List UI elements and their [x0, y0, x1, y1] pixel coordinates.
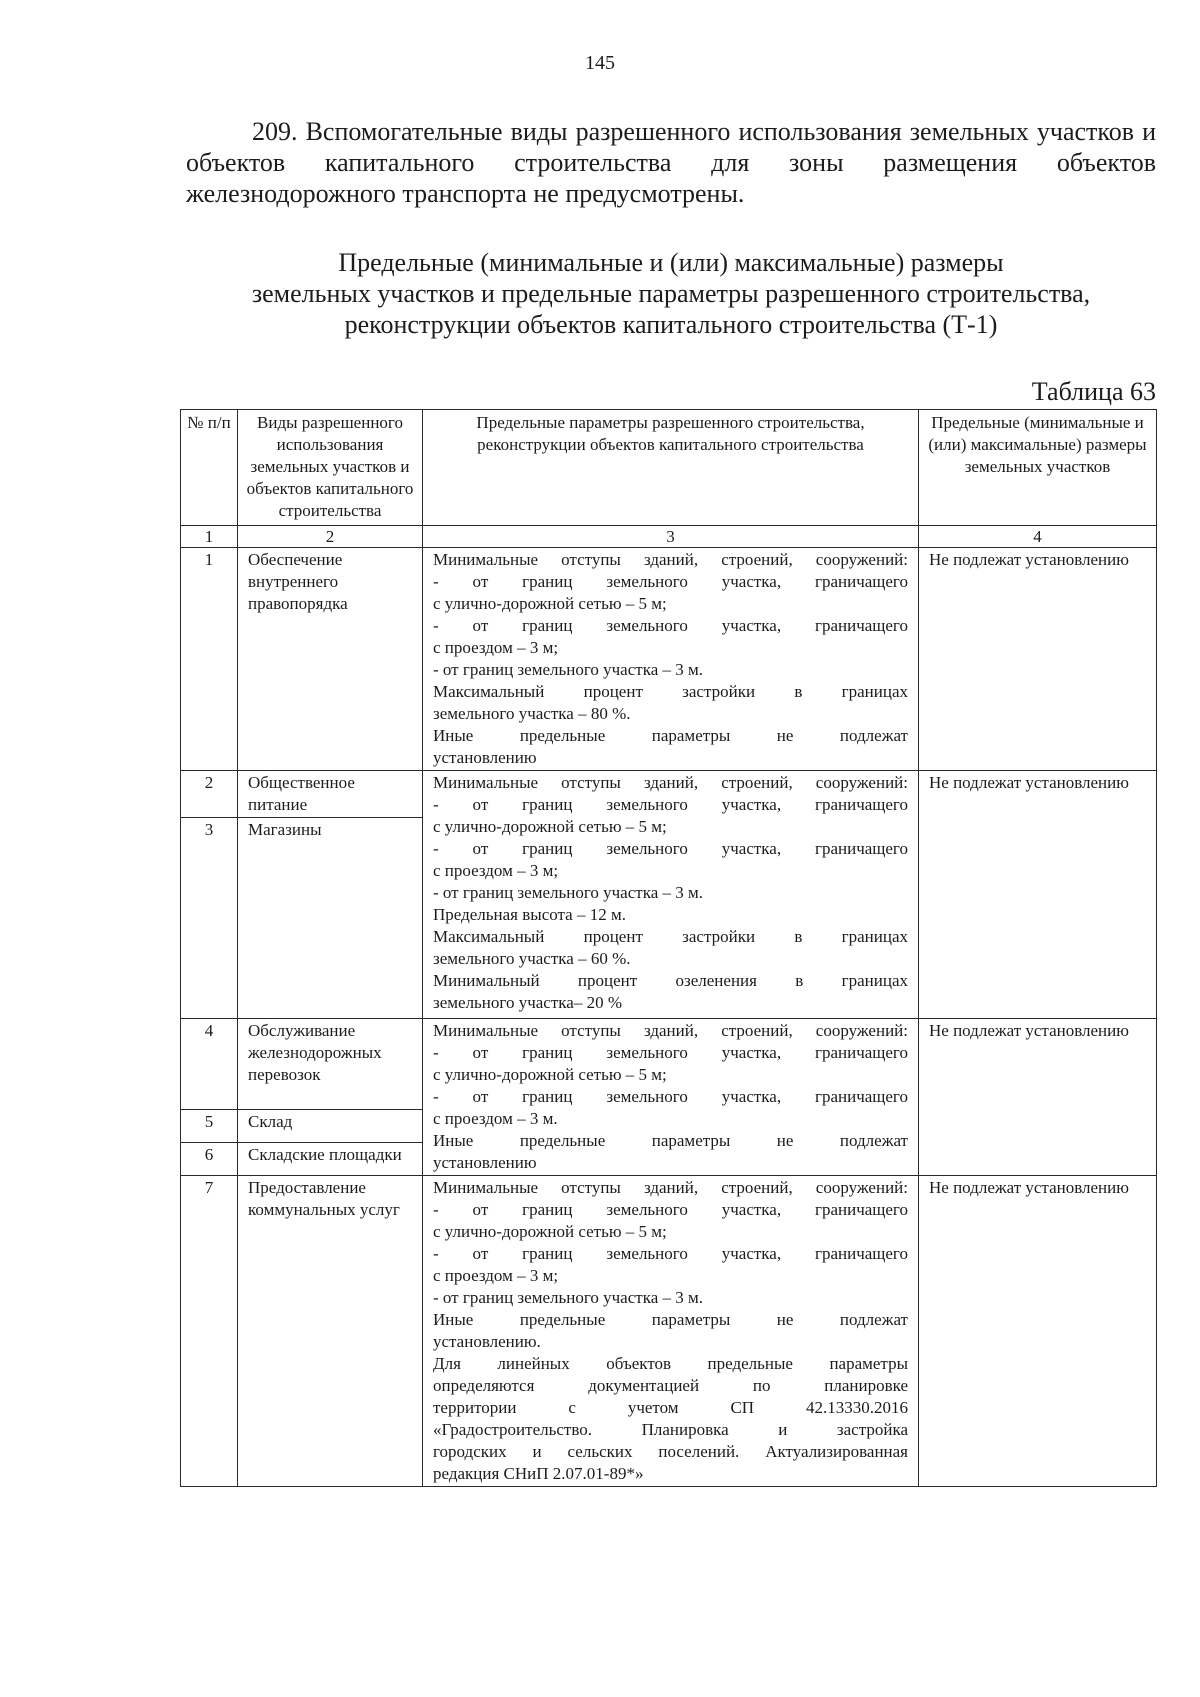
- params-line: редакция СНиП 2.07.01-89*»: [433, 1464, 644, 1483]
- params-line: с улично-дорожной сетью – 5 м;: [433, 817, 667, 836]
- params-line: Минимальные отступы зданий, строений, сооружений:: [433, 1021, 908, 1040]
- params-line: - от границ земельного участка, граничащего: [433, 1244, 908, 1263]
- params-line: с улично-дорожной сетью – 5 м;: [433, 594, 667, 613]
- params-cell: [423, 548, 919, 771]
- params-line: Иные предельные параметры не подлежат: [433, 726, 908, 745]
- row-number: 5: [181, 1110, 238, 1143]
- params-line: земельного участка – 60 %.: [433, 949, 631, 968]
- column-number: 3: [423, 526, 919, 548]
- params-line: Минимальный процент озеленения в границах: [433, 971, 908, 990]
- params-line: - от границ земельного участка, граничащего: [433, 572, 908, 591]
- params-line: земельного участка – 80 %.: [433, 704, 631, 723]
- params-line: территории с учетом СП 42.13330.2016: [433, 1398, 908, 1417]
- params-line: установлению: [433, 1153, 537, 1172]
- params-line: с улично-дорожной сетью – 5 м;: [433, 1065, 667, 1084]
- limits-cell: Не подлежат установлению: [919, 1019, 1157, 1176]
- params-line: установлению: [433, 748, 537, 767]
- row-number: 7: [181, 1176, 238, 1487]
- table-caption: Таблица 63: [1031, 377, 1156, 406]
- table-row: [181, 771, 1157, 818]
- params-line: с проездом – 3 м;: [433, 861, 559, 880]
- section-title: [186, 247, 1156, 340]
- use-type: Склад: [238, 1110, 423, 1143]
- table-header-row: [181, 410, 1157, 526]
- limits-cell: Не подлежат установлению: [919, 1176, 1157, 1487]
- intro-paragraph: 209. Вспомогательные виды разрешенного использования земельных участков и объектов капитального строительства для зоны размещения объектов железнодорожного транспорта не предусмотрены.: [186, 117, 1156, 208]
- row-number: 2: [181, 771, 238, 818]
- use-type: Предоставление коммунальных услуг: [238, 1176, 423, 1487]
- params-line: - от границ земельного участка, граничащего: [433, 1087, 908, 1106]
- params-line: Предельная высота – 12 м.: [433, 905, 626, 924]
- params-cell: [423, 771, 919, 1019]
- section-title-line: земельных участков и предельные параметры разрешенного строительства,: [251, 279, 1091, 308]
- page-number: 145: [585, 52, 615, 74]
- column-number: 2: [238, 526, 423, 548]
- section-title-line: реконструкции объектов капитального строительства (Т-1): [344, 310, 998, 339]
- params-line: Максимальный процент застройки в границах: [433, 682, 908, 701]
- params-line: - от границ земельного участка, граничащего: [433, 1043, 908, 1062]
- params-line: с улично-дорожной сетью – 5 м;: [433, 1222, 667, 1241]
- column-number: 4: [919, 526, 1157, 548]
- table-row: [181, 1019, 1157, 1110]
- header-limits: Предельные (минимальные и (или) максимальные) размеры земельных участков: [919, 410, 1157, 526]
- params-line: с проездом – 3 м;: [433, 1266, 559, 1285]
- params-line: земельного участка– 20 %: [433, 993, 622, 1012]
- params-line: - от границ земельного участка, граничащего: [433, 616, 908, 635]
- header-num: № п/п: [181, 410, 238, 526]
- params-line: «Градостроительство. Планировка и застройка: [433, 1420, 908, 1439]
- params-line: - от границ земельного участка, граничащего: [433, 795, 908, 814]
- params-line: с проездом – 3 м;: [433, 638, 559, 657]
- params-line: - от границ земельного участка – 3 м.: [433, 1288, 703, 1307]
- use-type: Складские площадки: [238, 1143, 423, 1176]
- limits-cell: Не подлежат установлению: [919, 548, 1157, 771]
- params-line: Иные предельные параметры не подлежат: [433, 1310, 908, 1329]
- row-number: 1: [181, 548, 238, 771]
- params-line: Иные предельные параметры не подлежат: [433, 1131, 908, 1150]
- use-type: Общественное питание: [238, 771, 423, 818]
- table-row: [181, 1176, 1157, 1487]
- params-line: Максимальный процент застройки в границах: [433, 927, 908, 946]
- params-line: Минимальные отступы зданий, строений, сооружений:: [433, 550, 908, 569]
- row-number: 6: [181, 1143, 238, 1176]
- use-type: Обслуживание железнодорожных перевозок: [238, 1019, 423, 1110]
- params-cell: [423, 1176, 919, 1487]
- params-line: - от границ земельного участка, граничащего: [433, 1200, 908, 1219]
- params-line: городских и сельских поселений. Актуализированная: [433, 1442, 908, 1461]
- header-types: Виды разрешенного использования земельных участков и объектов капитального строительства: [238, 410, 423, 526]
- limits-cell: Не подлежат установлению: [919, 771, 1157, 1019]
- params-line: определяются документацией по планировке: [433, 1376, 908, 1395]
- params-line: Минимальные отступы зданий, строений, сооружений:: [433, 773, 908, 792]
- params-line: Минимальные отступы зданий, строений, сооружений:: [433, 1178, 908, 1197]
- params-line: с проездом – 3 м.: [433, 1109, 558, 1128]
- use-type: Обеспечение внутреннего правопорядка: [238, 548, 423, 771]
- table-row: [181, 548, 1157, 771]
- zoning-parameters-table: [180, 409, 1157, 1487]
- row-number: 4: [181, 1019, 238, 1110]
- use-type: Магазины: [238, 818, 423, 1019]
- section-title-line: Предельные (минимальные и (или) максимальные) размеры: [338, 248, 1004, 277]
- column-number: 1: [181, 526, 238, 548]
- params-line: - от границ земельного участка – 3 м.: [433, 660, 703, 679]
- params-cell: [423, 1019, 919, 1176]
- header-params: Предельные параметры разрешенного строительства, реконструкции объектов капитального строительства: [423, 410, 919, 526]
- params-line: - от границ земельного участка – 3 м.: [433, 883, 703, 902]
- params-line: установлению.: [433, 1332, 541, 1351]
- row-number: 3: [181, 818, 238, 1019]
- column-number-row: [181, 526, 1157, 548]
- params-line: - от границ земельного участка, граничащего: [433, 839, 908, 858]
- params-line: Для линейных объектов предельные параметры: [433, 1354, 908, 1373]
